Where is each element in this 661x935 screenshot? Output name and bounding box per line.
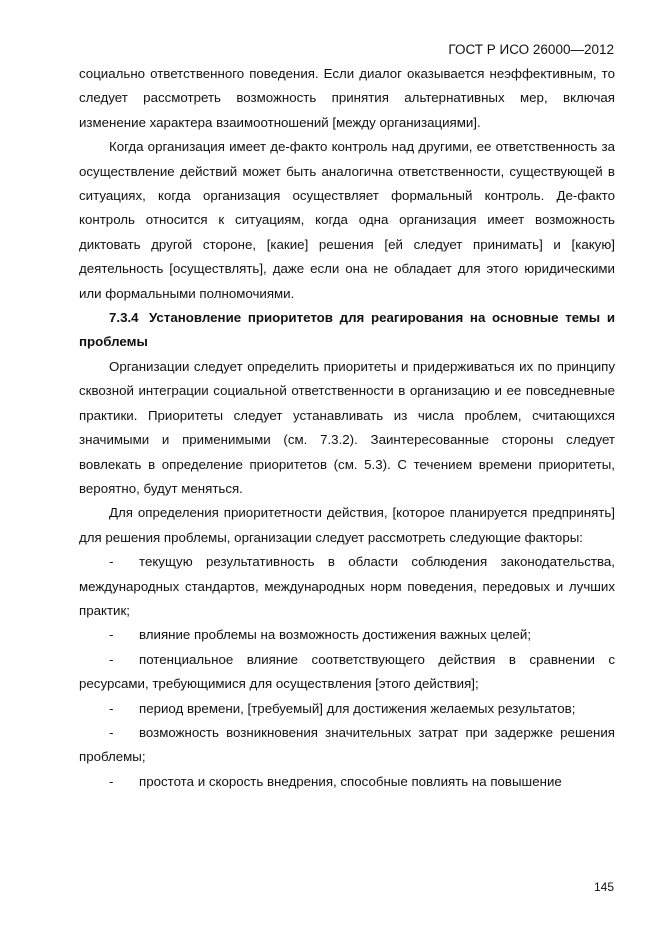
standard-header: ГОСТ Р ИСО 26000—2012: [448, 42, 614, 57]
list-item: [79, 697, 615, 721]
list-item: [79, 623, 615, 647]
list-item: [79, 648, 615, 697]
list-item: [79, 770, 615, 794]
paragraph-de-facto-control: Когда организация имеет де-факто контроль над другими, ее ответственность за осуществление действий может быть аналогична ответственности, существующей в ситуациях, когда организация осуществляет формальный контроль. Де-факто контроль относится к ситуациям, когда одна организация имеет возможность диктовать другой стороне, [какие] решения [ей следует принимать] и [какую] деятельность [осуществлять], даже если она не обладает для этого юридическими или формальными полномочиями.: [79, 139, 615, 301]
list-item-text: период времени, [требуемый] для достижения желаемых результатов;: [139, 700, 576, 716]
list-bullet: -: [109, 724, 114, 740]
section-heading: [79, 306, 615, 355]
list-item-text: возможность возникновения значительных затрат при задержке решения проблемы;: [79, 724, 615, 765]
list-item-text: влияние проблемы на возможность достижения важных целей;: [139, 627, 532, 643]
list-item-text: потенциальное влияние соответствующего действия в сравнении с ресурсами, требующимися для осуществления [этого действия];: [79, 651, 615, 692]
document-body: [79, 62, 615, 794]
list-bullet: -: [109, 700, 114, 716]
list-bullet: -: [109, 554, 114, 570]
list-item: [79, 721, 615, 770]
list-bullet: -: [109, 627, 114, 643]
list-item: [79, 550, 615, 623]
list-bullet: -: [109, 651, 114, 667]
list-item-text: текущую результативность в области соблюдения законодательства, международных стандартов, международных норм поведения, передовых и лучших практик;: [79, 554, 615, 618]
section-number: 7.3.4: [109, 310, 139, 326]
paragraph-priorities: Организации следует определить приоритеты и придерживаться их по принципу сквозной интеграции социальной ответственности в организацию и ее повседневные практики. Приоритеты следует устанавливать из числа проблем, считающихся значимыми и применимыми (см. 7.3.2). Заинтересованные стороны следует вовлекать в определение приоритетов (см. 5.3). С течением времени приоритеты, вероятно, будут меняться.: [79, 358, 615, 496]
section-title: Установление приоритетов для реагирования на основные темы и проблемы: [79, 310, 615, 350]
paragraph-factors-intro: Для определения приоритетности действия, [которое планируется предпринять] для решения проблемы, организации следует рассмотреть следующие факторы:: [79, 505, 615, 545]
page-number: 145: [593, 880, 614, 894]
list-item-text: простота и скорость внедрения, способные повлиять на повышение: [139, 773, 562, 789]
paragraph-continuation: социально ответственного поведения. Если диалог оказывается неэффективным, то следует рассмотреть возможность принятия альтернативных мер, включая изменение характера взаимоотношений [между организациями].: [79, 66, 615, 130]
list-bullet: -: [109, 773, 114, 789]
